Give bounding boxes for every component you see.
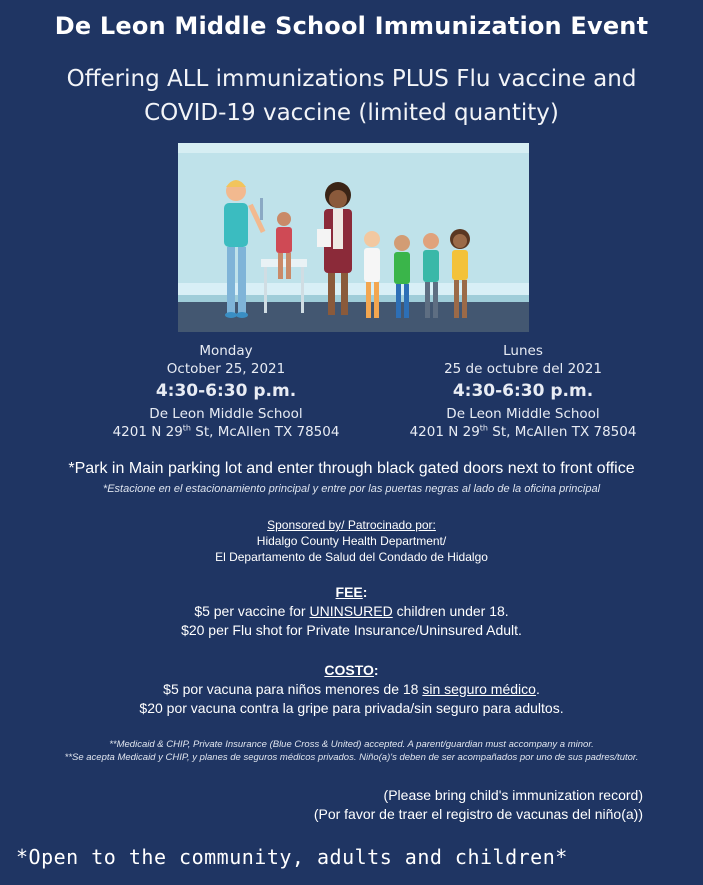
subtitle-line-2: COVID-19 vaccine (limited quantity) — [144, 100, 559, 126]
event-date: October 25, 2021 — [166, 361, 286, 377]
fee-heading: FEE: — [335, 584, 368, 600]
sponsor-label: Sponsored by/ Patrocinado por: — [267, 518, 436, 532]
page-title: De Leon Middle School Immunization Event — [54, 12, 649, 40]
parking-instructions-es: *Estacione en el estacionamiento principal y entre por las puertas negras al lado de la oficina principal — [102, 483, 601, 495]
subtitle — [40, 62, 663, 130]
sponsor-line-2: El Departamento de Salud del Condado de Hidalgo — [215, 550, 488, 564]
vaccination-illustration — [178, 143, 529, 332]
insurance-note-es: **Se acepta Medicaid y CHIP, y planes de seguros médicos privados. Niño(a)'s deben de ser acompañados por uno de sus padres/tutor. — [64, 752, 639, 763]
fee-line-1: $5 per vaccine for UNINSURED children under 18. — [194, 603, 509, 619]
spanish-event-details — [373, 342, 673, 441]
sponsor-block — [0, 517, 703, 565]
subtitle-line-1: Offering ALL immunizations PLUS Flu vaccine and — [66, 66, 637, 92]
event-day: Monday — [199, 343, 253, 359]
event-time: 4:30-6:30 p.m. — [155, 381, 297, 401]
insurance-note-en: **Medicaid & CHIP, Private Insurance (Blue Cross & United) accepted. A parent/guardian must accompany a minor. — [109, 739, 594, 750]
english-event-details — [76, 342, 376, 441]
event-address: 4201 N 29th St, McAllen TX 78504 — [112, 423, 340, 440]
event-time-es: 4:30-6:30 p.m. — [452, 381, 594, 401]
community-footer: *Open to the community, adults and children* — [16, 845, 568, 869]
costo-heading: COSTO: — [324, 662, 379, 678]
costo-line-2: $20 por vacuna contra la gripe para privada/sin seguro para adultos. — [139, 700, 564, 716]
costo-line-1: $5 por vacuna para niños menores de 18 sin seguro médico. — [163, 681, 540, 697]
event-date-es: 25 de octubre del 2021 — [444, 361, 602, 377]
fee-section — [0, 583, 703, 640]
costo-section — [0, 661, 703, 718]
event-venue: De Leon Middle School — [149, 406, 303, 422]
parking-instructions: *Park in Main parking lot and enter through black gated doors next to front office — [68, 460, 635, 477]
event-address-es: 4201 N 29th St, McAllen TX 78504 — [409, 423, 637, 440]
bring-record-es: (Por favor de traer el registro de vacunas del niño(a)) — [313, 806, 643, 822]
event-venue-es: De Leon Middle School — [446, 406, 600, 422]
fee-line-2: $20 per Flu shot for Private Insurance/Uninsured Adult. — [181, 622, 522, 638]
bring-record-en: (Please bring child's immunization record) — [383, 787, 643, 803]
insurance-note — [0, 738, 703, 764]
bring-record-note — [314, 786, 643, 824]
event-day-es: Lunes — [503, 343, 543, 359]
sponsor-line-1: Hidalgo County Health Department/ — [256, 534, 447, 548]
